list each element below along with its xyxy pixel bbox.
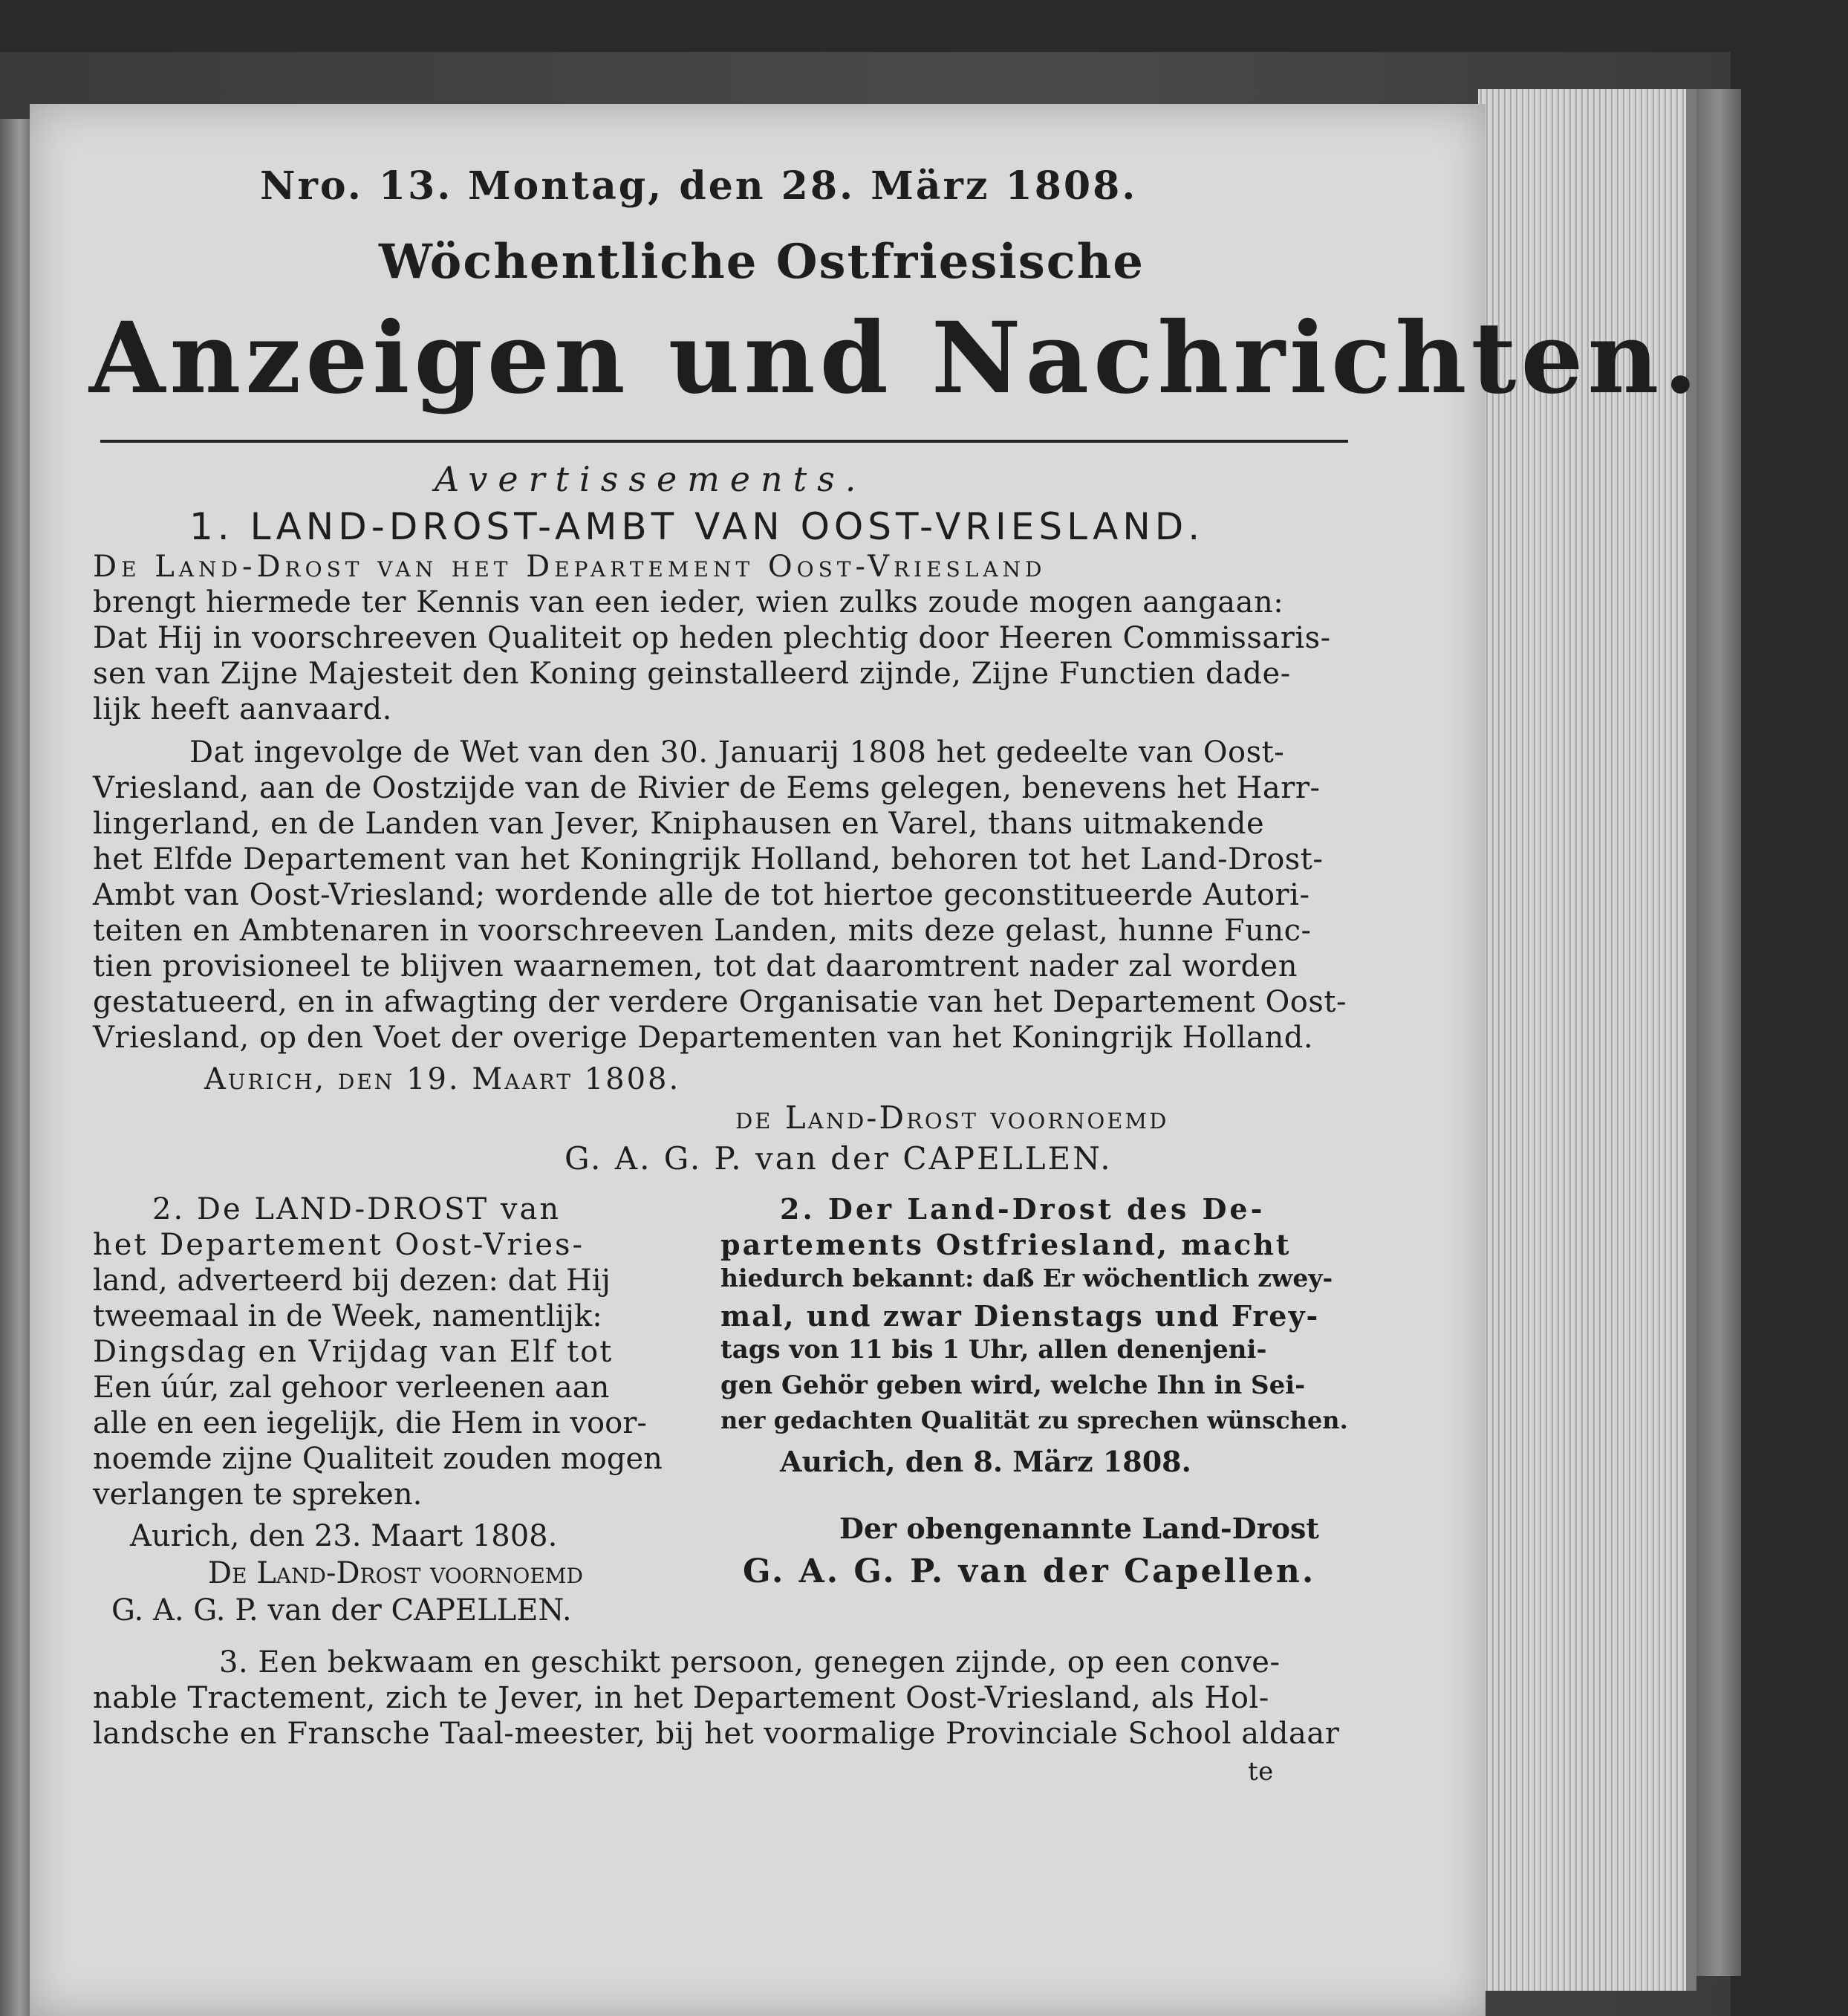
notice-2-dutch-line: Een úúr, zal gehoor verleenen aan	[93, 1370, 610, 1405]
notice-2-german-line: partements Ostfriesland, macht	[720, 1228, 1292, 1261]
notice-1-line: De Land-Drost van het Departement Oost-Vriesland	[93, 550, 1047, 584]
issue-date: Montag, den 28. März 1808.	[468, 163, 1138, 209]
notice-1-line: het Elfde Departement van het Koningrijk Holland, behoren tot het Land-Drost-	[93, 842, 1324, 877]
notice-2-dutch-line: noemde zijne Qualiteit zouden mogen	[93, 1442, 663, 1476]
notice-2-dutch-line: land, adverteerd bij dezen: dat Hij	[93, 1264, 611, 1298]
notice-2-german-signature-name: G. A. G. P. van der Capellen.	[743, 1552, 1316, 1590]
notice-1-dateline: Aurich, den 19. Maart 1808.	[204, 1062, 681, 1096]
notice-2-dutch-line: verlangen te spreken.	[93, 1477, 423, 1512]
notice-1-line: Dat Hij in voorschreeven Qualiteit op heden plechtig door Heeren Commissaris-	[93, 621, 1331, 655]
notice-2-german-line: tags von 11 bis 1 Uhr, allen denenjeni-	[720, 1335, 1267, 1365]
notice-1-signature-name: G. A. G. P. van der CAPELLEN.	[565, 1140, 1113, 1177]
notice-2-dutch-dateline: Aurich, den 23. Maart 1808.	[130, 1519, 558, 1553]
notice-1-line: Dat ingevolge de Wet van den 30. Januarij 1808 het gedeelte van Oost-	[189, 735, 1285, 770]
notice-1-line: sen van Zijne Majesteit den Koning geinstalleerd zijnde, Zijne Functien dade-	[93, 657, 1291, 691]
masthead-rule	[100, 440, 1348, 443]
notice-1-line: brengt hiermede ter Kennis van een ieder, wien zulks zoude mogen aangaan:	[93, 585, 1284, 620]
notice-3-line: nable Tractement, zich te Jever, in het Departement Oost-Vriesland, als Hol-	[93, 1681, 1269, 1715]
notice-2-dutch-line: tweemaal in de Week, namentlijk:	[93, 1299, 602, 1333]
notice-2-german-line: hiedurch bekannt: daß Er wöchentlich zwey-	[720, 1264, 1333, 1292]
notice-2-dutch-line: het Departement Oost-Vries-	[93, 1228, 585, 1262]
notice-1-line: tien provisioneel te blijven waarnemen, tot dat daaromtrent nader zal worden	[93, 949, 1298, 983]
masthead-subtitle: Wöchentliche Ostfriesische	[379, 234, 1145, 290]
notice-1-signature-role: de Land-Drost voornoemd	[735, 1099, 1169, 1136]
issue-number: Nro. 13.	[260, 163, 453, 209]
notice-2-dutch-line: Dingsdag en Vrijdag van Elf tot	[93, 1335, 614, 1369]
notice-2-german-line: mal, und zwar Dienstags und Frey-	[720, 1299, 1320, 1333]
newspaper-page	[30, 104, 1702, 2016]
notice-2-dutch-signature-role: De Land-Drost voornoemd	[208, 1556, 583, 1590]
notice-1-line: lingerland, en de Landen van Jever, Kniphausen en Varel, thans uitmakende	[93, 807, 1265, 841]
notice-1-line: gestatueerd, en in afwagting der verdere Organisatie van het Departement Oost-	[93, 985, 1347, 1019]
notice-1-line: Vriesland, aan de Oostzijde van de Rivier de Eems gelegen, benevens het Harr-	[93, 771, 1321, 805]
notice-1-line: lijk heeft aanvaard.	[93, 692, 392, 726]
left-page-edge	[0, 119, 33, 2016]
catchword: te	[1248, 1757, 1274, 1786]
notice-2-german-line: gen Gehör geben wird, welche Ihn in Sei-	[720, 1370, 1306, 1400]
notice-2-german-signature-role: Der obengenannte Land-Drost	[839, 1512, 1319, 1545]
section-title: Avertissements.	[435, 459, 867, 499]
masthead-title: Anzeigen und Nachrichten.	[89, 301, 1702, 416]
notice-3-line: landsche en Fransche Taal-meester, bij het voormalige Provinciale School aldaar	[93, 1717, 1340, 1751]
notice-1-heading: 1. LAND-DROST-AMBT VAN OOST-VRIESLAND.	[189, 505, 1205, 548]
notice-2-german-dateline: Aurich, den 8. März 1808.	[780, 1445, 1191, 1478]
notice-2-dutch-line: 2. De LAND-DROST van	[152, 1192, 562, 1226]
notice-1-line: Vriesland, op den Voet der overige Departementen van het Koningrijk Holland.	[93, 1021, 1314, 1055]
notice-2-dutch-line: alle en een iegelijk, die Hem in voor-	[93, 1406, 647, 1440]
notice-2-german-line: ner gedachten Qualität zu sprechen wünschen.	[720, 1406, 1348, 1434]
notice-2-german-line: 2. Der Land-Drost des De-	[780, 1192, 1266, 1226]
notice-1-line: Ambt van Oost-Vriesland; wordende alle de tot hiertoe geconstitueerde Autori-	[93, 878, 1310, 912]
notice-3-line: 3. Een bekwaam en geschikt persoon, genegen zijnde, op een conve-	[219, 1645, 1281, 1680]
book-fore-edge	[1696, 89, 1741, 1976]
notice-1-line: teiten en Ambtenaren in voorschreeven Landen, mits deze gelast, hunne Func-	[93, 914, 1312, 948]
notice-2-dutch-signature-name: G. A. G. P. van der CAPELLEN.	[111, 1593, 572, 1628]
